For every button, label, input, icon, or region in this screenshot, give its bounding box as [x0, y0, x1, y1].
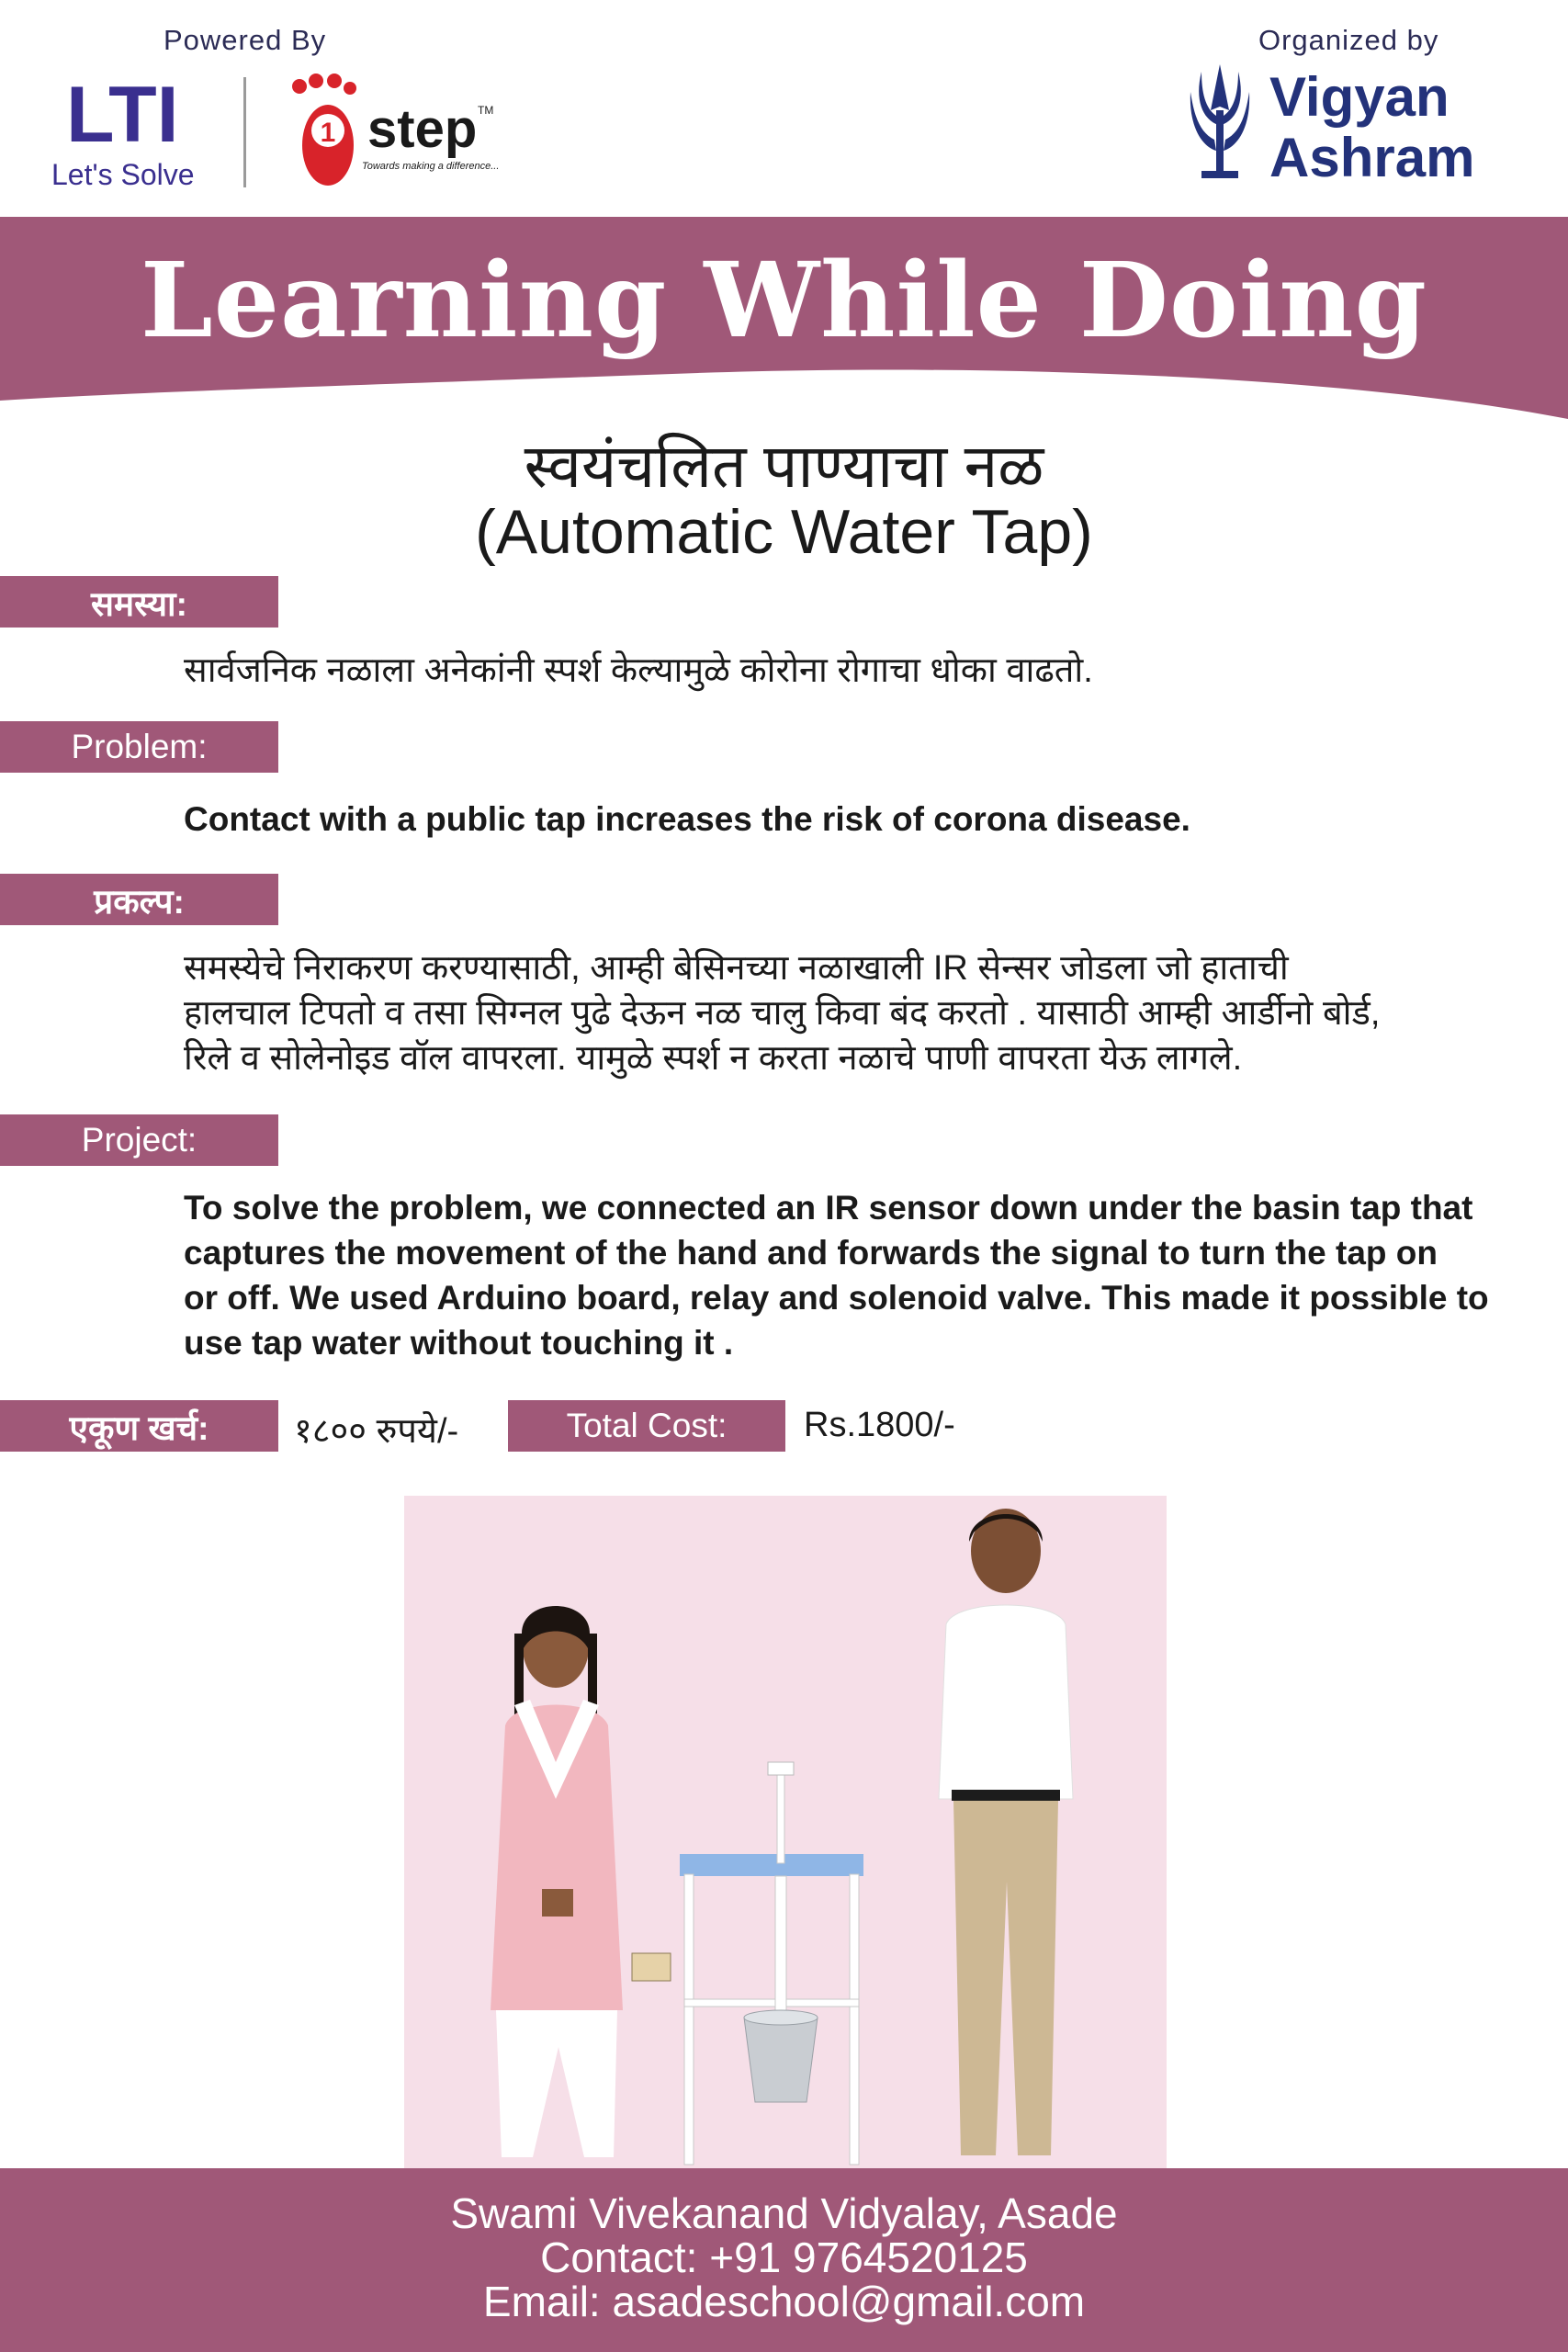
project-photo [404, 1496, 1167, 2168]
vigyan-logo-line1: Vigyan [1269, 66, 1450, 128]
vigyan-ashram-logo [1185, 55, 1506, 193]
project-mr-line: रिले व सोलेनोइड वॉल वापरला. यामुळे स्पर्श न करता नळाचे पाणी वापरता येऊ लागले. [184, 1039, 1243, 1078]
lti-logo [66, 77, 195, 147]
problem-mr-label: समस्या: [0, 576, 278, 628]
total-cost-en-value: Rs.1800/- [804, 1406, 955, 1444]
total-cost-en-label: Total Cost: [508, 1400, 785, 1452]
project-en-label: Project: [0, 1114, 278, 1166]
project-title-marathi: स्वयंचलित पाण्याचा नळ [524, 432, 1044, 500]
lti-tagline: Let's Solve [51, 158, 195, 191]
project-mr-line: समस्येचे निराकरण करण्यासाठी, आम्ही बेसिनच्या नळाखाली IR सेन्सर जोडला जो हाताची [184, 949, 1289, 988]
project-en-line: or off. We used Arduino board, relay and solenoid valve. This made it possible to [184, 1279, 1489, 1317]
step-logo-text: step [367, 99, 478, 159]
step-logo-digit: 1 [320, 118, 336, 148]
project-mr-text [184, 946, 1525, 1081]
footer-school-name: Swami Vivekanand Vidyalay, Asade [450, 2189, 1118, 2237]
total-cost-mr-label: एकूण खर्च: [0, 1400, 278, 1452]
one-step-logo [287, 74, 516, 193]
problem-mr-text: सार्वजनिक नळाला अनेकांनी स्पर्श केल्यामुळे कोरोना रोगाचा धोका वाढतो. [184, 651, 1093, 690]
project-title-english: (Automatic Water Tap) [475, 497, 1093, 567]
project-mr-label: प्रकल्प: [0, 874, 278, 925]
footer-contact: Contact: +91 9764520125 [540, 2233, 1028, 2281]
project-en-line: captures the movement of the hand and forwards the signal to turn the tap on [184, 1234, 1438, 1272]
page-title: Learning While Doing [141, 241, 1427, 361]
footer-email: Email: asadeschool@gmail.com [482, 2278, 1086, 2325]
step-tagline: Towards making a difference... [362, 161, 500, 172]
svg-text:TM: TM [478, 104, 494, 117]
project-en-text [184, 1185, 1525, 1365]
vigyan-ashram-emblem-icon [1190, 64, 1249, 178]
vigyan-logo-line2: Ashram [1269, 127, 1475, 188]
problem-en-text: Contact with a public tap increases the risk of corona disease. [184, 800, 1190, 838]
powered-by-label: Powered By [164, 24, 327, 56]
logo-divider [243, 77, 246, 187]
problem-en-label: Problem: [0, 721, 278, 773]
lti-logo-text: LTI [66, 77, 179, 147]
project-en-line: use tap water without touching it . [184, 1324, 734, 1362]
organized-by-label: Organized by [1258, 24, 1439, 56]
footer [0, 2168, 1568, 2352]
project-mr-line: हालचाल टिपतो व तसा सिग्नल पुढे देऊन नळ चालु किवा बंद करतो . यासाठी आम्ही आर्डीनो बोर्ड, [184, 994, 1381, 1033]
total-cost-mr-value: १८०० रुपये/- [294, 1412, 459, 1451]
project-en-line: To solve the problem, we connected an IR sensor down under the basin tap that [184, 1189, 1473, 1227]
